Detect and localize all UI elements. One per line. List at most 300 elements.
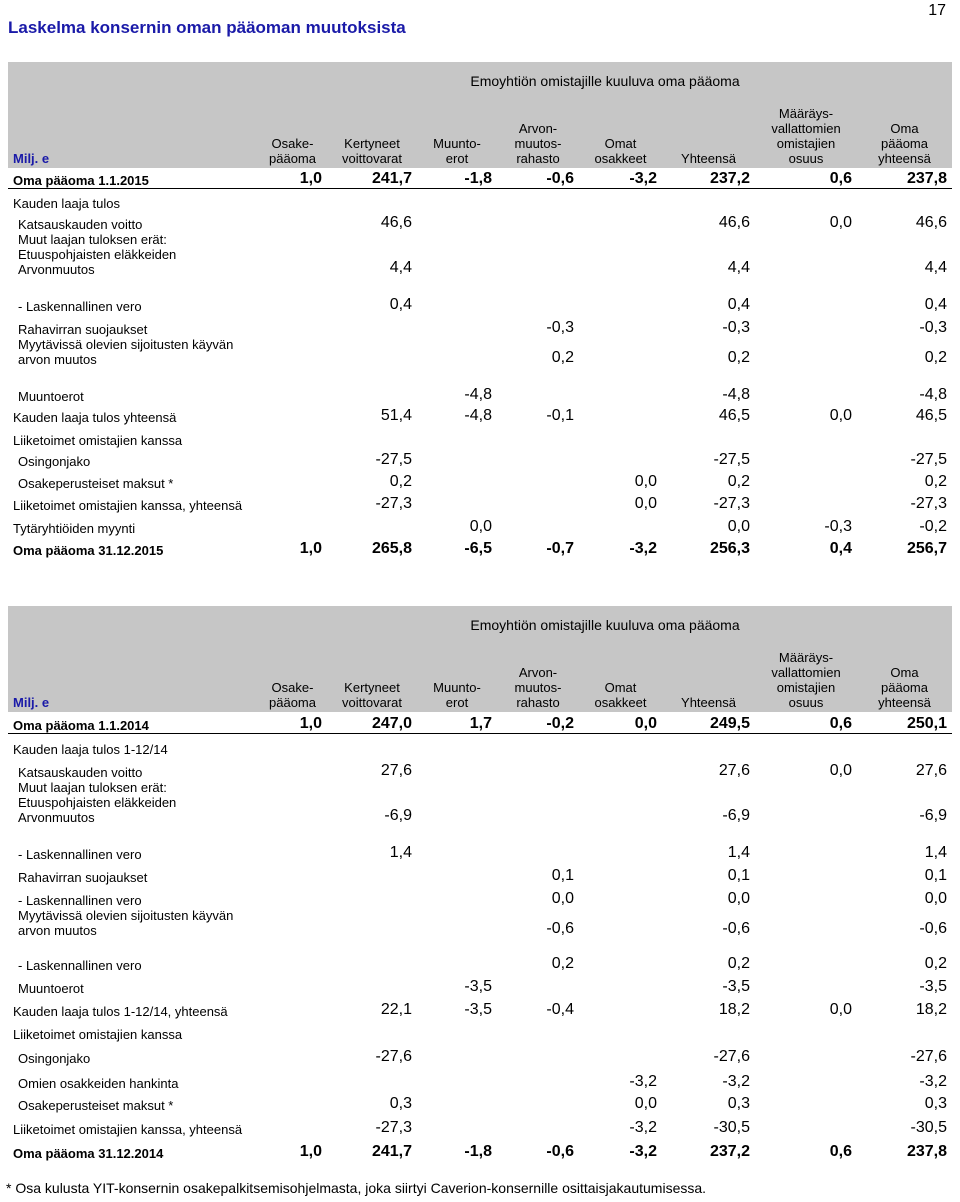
footnote: * Osa kulusta YIT-konsernin osakepalkitsemisohjelmasta, joka siirtyi Caverion-konsernille osittaisjakautumisessa. — [6, 1180, 707, 1196]
value-cell: 0,0 — [634, 473, 657, 490]
value-cell — [327, 938, 417, 973]
value-cell: 51,4 — [380, 407, 412, 424]
value-cell — [579, 277, 662, 314]
table-row — [8, 337, 952, 367]
value-cell: -3,5 — [464, 1001, 492, 1018]
value-cell: 249,5 — [709, 714, 750, 732]
value-cell — [579, 885, 662, 908]
value-cell — [327, 337, 417, 367]
value-cell: -27,3 — [375, 1119, 412, 1136]
value-cell: -27,5 — [713, 451, 750, 468]
value-cell: 1,4 — [924, 844, 947, 861]
row-label: Rahavirran suojaukset — [18, 870, 148, 885]
table-row — [8, 757, 952, 780]
value-cell — [497, 211, 579, 232]
row-label: Muut laajan tuloksen erät: Etuuspohjaisten eläkkeiden Arvonmuutos — [18, 232, 177, 277]
value-cell: -30,5 — [713, 1119, 750, 1136]
table-row — [8, 780, 952, 825]
value-cell — [258, 1091, 327, 1113]
value-cell — [258, 757, 327, 780]
row-label: Liiketoimet omistajien kanssa, yhteensä — [13, 498, 243, 513]
row-label: Osingonjako — [18, 454, 91, 469]
value-cell — [497, 1113, 579, 1137]
table-row — [8, 733, 952, 757]
value-cell — [258, 367, 327, 404]
value-cell — [417, 469, 497, 491]
value-cell: 0,0 — [829, 1001, 852, 1018]
value-cell — [857, 1019, 952, 1042]
table-row — [8, 448, 952, 469]
value-cell — [755, 367, 857, 404]
row-label: Osakeperusteiset maksut * — [18, 1098, 174, 1113]
value-cell — [755, 973, 857, 996]
value-cell — [417, 277, 497, 314]
value-cell: -0,2 — [919, 518, 947, 535]
column-header: Oma pääoma yhteensä — [857, 89, 952, 168]
value-cell — [755, 908, 857, 938]
value-cell: -0,6 — [546, 920, 574, 937]
value-cell — [755, 1042, 857, 1066]
row-label: Rahavirran suojaukset — [18, 322, 148, 337]
column-header-row — [8, 89, 952, 168]
value-cell: -0,3 — [722, 319, 750, 336]
table-row — [8, 908, 952, 938]
value-cell: 247,0 — [371, 714, 412, 732]
value-cell: -3,2 — [629, 169, 657, 187]
value-cell — [579, 211, 662, 232]
value-cell — [327, 908, 417, 938]
column-header-row — [8, 633, 952, 712]
value-cell: -0,4 — [546, 1001, 574, 1018]
value-cell — [579, 425, 662, 448]
value-cell — [417, 862, 497, 885]
value-cell — [755, 825, 857, 862]
row-label: Oma pääoma 31.12.2014 — [13, 1146, 164, 1161]
value-cell — [327, 367, 417, 404]
value-cell — [258, 314, 327, 337]
value-cell — [755, 491, 857, 513]
column-header: Kertyneet voittovarat — [327, 633, 417, 712]
row-label: - Laskennallinen vero — [18, 958, 142, 973]
value-cell: 0,6 — [829, 169, 852, 187]
row-label: Myytävissä olevien sijoitusten käyvän arvon muutos — [18, 337, 234, 367]
value-cell: -0,6 — [919, 920, 947, 937]
value-cell: 0,4 — [389, 296, 412, 313]
band-header-spacer — [8, 62, 258, 89]
value-cell: 0,2 — [727, 473, 750, 490]
value-cell — [755, 337, 857, 367]
value-cell: 0,3 — [389, 1095, 412, 1112]
value-cell — [258, 425, 327, 448]
value-cell: -1,8 — [464, 169, 492, 187]
row-label: Muut laajan tuloksen erät: Etuuspohjaisten eläkkeiden Arvonmuutos — [18, 780, 177, 825]
value-cell — [857, 188, 952, 211]
table-row — [8, 404, 952, 425]
value-cell — [579, 513, 662, 536]
value-cell — [258, 938, 327, 973]
value-cell — [417, 232, 497, 277]
value-cell: 27,6 — [718, 762, 750, 779]
value-cell: 27,6 — [380, 762, 412, 779]
value-cell — [258, 448, 327, 469]
unit-label: Milj. e — [8, 633, 258, 712]
value-cell: -0,3 — [919, 319, 947, 336]
value-cell: -0,3 — [546, 319, 574, 336]
value-cell — [497, 188, 579, 211]
value-cell — [497, 425, 579, 448]
value-cell — [579, 733, 662, 757]
value-cell: -3,2 — [919, 1073, 947, 1090]
value-cell — [497, 491, 579, 513]
value-cell — [579, 337, 662, 367]
value-cell — [258, 188, 327, 211]
table-row — [8, 712, 952, 733]
value-cell — [417, 1091, 497, 1113]
value-cell: 0,1 — [551, 867, 574, 884]
value-cell: 0,0 — [829, 762, 852, 779]
value-cell — [258, 469, 327, 491]
value-cell — [258, 825, 327, 862]
value-cell — [417, 188, 497, 211]
table-row — [8, 1113, 952, 1137]
value-cell: 4,4 — [389, 259, 412, 276]
column-header: Osake- pääoma — [258, 633, 327, 712]
value-cell — [497, 277, 579, 314]
value-cell: 0,6 — [829, 1143, 852, 1160]
value-cell — [579, 1042, 662, 1066]
equity-table-2014 — [8, 606, 952, 1161]
value-cell — [417, 314, 497, 337]
value-cell — [497, 448, 579, 469]
table-row — [8, 1137, 952, 1161]
value-cell — [579, 448, 662, 469]
value-cell — [417, 908, 497, 938]
value-cell: 0,2 — [924, 955, 947, 972]
table-row — [8, 996, 952, 1019]
table-row — [8, 314, 952, 337]
value-cell: -0,6 — [546, 169, 574, 187]
value-cell — [662, 188, 755, 211]
value-cell: -27,6 — [375, 1048, 412, 1065]
value-cell — [258, 996, 327, 1019]
row-label: Osingonjako — [18, 1051, 91, 1066]
column-header: Yhteensä — [662, 633, 755, 712]
row-label: Muuntoerot — [18, 981, 84, 996]
value-cell: 1,0 — [299, 169, 322, 187]
column-header: Omat osakkeet — [579, 89, 662, 168]
value-cell — [258, 491, 327, 513]
value-cell: -1,8 — [464, 1143, 492, 1160]
value-cell — [327, 862, 417, 885]
value-cell — [497, 1066, 579, 1091]
value-cell — [417, 938, 497, 973]
value-cell: -27,6 — [910, 1048, 947, 1065]
column-header: Määräys- vallattomien omistajien osuus — [755, 89, 857, 168]
value-cell: 0,0 — [727, 518, 750, 535]
value-cell — [258, 513, 327, 536]
value-cell — [327, 314, 417, 337]
value-cell: -3,2 — [629, 540, 657, 557]
value-cell: -6,9 — [384, 807, 412, 824]
table-row — [8, 491, 952, 513]
column-header: Yhteensä — [662, 89, 755, 168]
value-cell: 0,2 — [727, 349, 750, 366]
value-cell — [497, 469, 579, 491]
band-header: Emoyhtiön omistajille kuuluva oma pääoma — [258, 62, 952, 89]
value-cell — [755, 232, 857, 277]
value-cell: 46,6 — [915, 214, 947, 231]
value-cell — [579, 1019, 662, 1042]
row-label: Osakeperusteiset maksut * — [18, 476, 174, 491]
value-cell — [327, 513, 417, 536]
value-cell: 0,3 — [924, 1095, 947, 1112]
value-cell: 0,1 — [924, 867, 947, 884]
row-label: Liiketoimet omistajien kanssa — [13, 1027, 183, 1042]
table-row — [8, 469, 952, 491]
value-cell — [327, 973, 417, 996]
value-cell: -0,2 — [546, 714, 574, 732]
row-label: Kauden laaja tulos yhteensä — [13, 410, 177, 425]
value-cell — [258, 780, 327, 825]
equity-table-body — [8, 606, 952, 1161]
value-cell — [579, 825, 662, 862]
value-cell: 0,0 — [469, 518, 492, 535]
value-cell: 0,4 — [924, 296, 947, 313]
row-label: Katsauskauden voitto — [18, 217, 143, 232]
band-header-row — [8, 606, 952, 633]
value-cell: -3,5 — [722, 978, 750, 995]
value-cell: 4,4 — [727, 259, 750, 276]
column-header: Arvon- muutos- rahasto — [497, 633, 579, 712]
value-cell: -0,7 — [546, 540, 574, 557]
value-cell — [258, 908, 327, 938]
value-cell — [755, 1091, 857, 1113]
value-cell: -30,5 — [910, 1119, 947, 1136]
value-cell — [417, 1042, 497, 1066]
value-cell: -27,3 — [713, 495, 750, 512]
value-cell — [417, 733, 497, 757]
row-label: Kauden laaja tulos — [8, 188, 258, 211]
value-cell: 46,5 — [718, 407, 750, 424]
value-cell — [258, 733, 327, 757]
value-cell: 241,7 — [371, 1143, 412, 1160]
value-cell: 0,0 — [924, 890, 947, 907]
value-cell: 27,6 — [915, 762, 947, 779]
value-cell — [417, 448, 497, 469]
value-cell: 0,2 — [924, 349, 947, 366]
value-cell: -3,5 — [919, 978, 947, 995]
page-title: Laskelma konsernin oman pääoman muutoksista — [8, 18, 406, 37]
value-cell — [857, 425, 952, 448]
value-cell — [327, 1019, 417, 1042]
table-row — [8, 367, 952, 404]
value-cell — [417, 337, 497, 367]
value-cell: 22,1 — [380, 1001, 412, 1018]
value-cell: -0,1 — [546, 407, 574, 424]
value-cell — [417, 491, 497, 513]
value-cell — [579, 973, 662, 996]
value-cell — [755, 469, 857, 491]
value-cell: 0,0 — [634, 1095, 657, 1112]
table-row — [8, 1042, 952, 1066]
value-cell: 46,6 — [718, 214, 750, 231]
value-cell: 46,6 — [380, 214, 412, 231]
column-header: Oma pääoma yhteensä — [857, 633, 952, 712]
value-cell: 0,2 — [389, 473, 412, 490]
value-cell — [755, 885, 857, 908]
row-label: Oma pääoma 31.12.2015 — [13, 543, 164, 558]
equity-table-2015 — [8, 62, 952, 558]
value-cell: 237,8 — [906, 1143, 947, 1160]
value-cell — [417, 1019, 497, 1042]
value-cell: 1,4 — [727, 844, 750, 861]
value-cell — [755, 938, 857, 973]
value-cell: -4,8 — [919, 386, 947, 403]
value-cell: 256,3 — [709, 540, 750, 557]
value-cell — [579, 757, 662, 780]
value-cell: -0,6 — [722, 920, 750, 937]
value-cell: -27,5 — [910, 451, 947, 468]
column-header: Määräys- vallattomien omistajien osuus — [755, 633, 857, 712]
column-header: Muunto- erot — [417, 89, 497, 168]
value-cell — [258, 277, 327, 314]
value-cell — [417, 780, 497, 825]
value-cell — [497, 513, 579, 536]
value-cell — [579, 367, 662, 404]
value-cell: -6,9 — [722, 807, 750, 824]
value-cell — [258, 404, 327, 425]
value-cell — [579, 938, 662, 973]
table-row — [8, 536, 952, 558]
equity-table-body — [8, 62, 952, 558]
value-cell — [755, 448, 857, 469]
value-cell — [497, 757, 579, 780]
value-cell — [258, 862, 327, 885]
row-label: Myytävissä olevien sijoitusten käyvän arvon muutos — [18, 908, 234, 938]
table-row — [8, 188, 952, 211]
value-cell — [497, 232, 579, 277]
value-cell — [327, 425, 417, 448]
value-cell — [755, 314, 857, 337]
value-cell: -3,2 — [722, 1073, 750, 1090]
band-header-spacer — [8, 606, 258, 633]
value-cell: 241,7 — [371, 169, 412, 187]
value-cell: 237,2 — [709, 169, 750, 187]
band-header: Emoyhtiön omistajille kuuluva oma pääoma — [258, 606, 952, 633]
value-cell: 0,2 — [727, 955, 750, 972]
value-cell — [755, 780, 857, 825]
table-row — [8, 168, 952, 188]
value-cell: -0,3 — [824, 518, 852, 535]
table-row — [8, 513, 952, 536]
value-cell: 0,1 — [727, 867, 750, 884]
value-cell — [497, 1042, 579, 1066]
row-label: Kauden laaja tulos 1-12/14 — [8, 733, 258, 757]
column-header: Osake- pääoma — [258, 89, 327, 168]
value-cell: -6,9 — [919, 807, 947, 824]
row-label: Oma pääoma 1.1.2015 — [13, 172, 149, 188]
value-cell — [662, 425, 755, 448]
table-row — [8, 211, 952, 232]
table-row — [8, 1066, 952, 1091]
value-cell — [755, 425, 857, 448]
value-cell — [417, 1066, 497, 1091]
value-cell — [258, 1042, 327, 1066]
value-cell: -0,6 — [546, 1143, 574, 1160]
value-cell: 0,2 — [551, 349, 574, 366]
row-label: Omien osakkeiden hankinta — [18, 1076, 179, 1091]
value-cell: -27,5 — [375, 451, 412, 468]
table-row — [8, 938, 952, 973]
value-cell: -3,2 — [629, 1073, 657, 1090]
value-cell: -27,3 — [375, 495, 412, 512]
value-cell — [755, 862, 857, 885]
value-cell: 0,0 — [634, 495, 657, 512]
row-label: Liiketoimet omistajien kanssa — [13, 433, 183, 448]
value-cell — [579, 908, 662, 938]
value-cell — [662, 733, 755, 757]
value-cell: 0,2 — [924, 473, 947, 490]
table-row — [8, 885, 952, 908]
row-label: - Laskennallinen vero — [18, 893, 142, 908]
value-cell: 265,8 — [371, 540, 412, 557]
value-cell — [755, 733, 857, 757]
table-row — [8, 1019, 952, 1042]
value-cell: -27,6 — [713, 1048, 750, 1065]
value-cell — [417, 211, 497, 232]
value-cell: 237,2 — [709, 1143, 750, 1160]
value-cell — [258, 1066, 327, 1091]
value-cell: 4,4 — [924, 259, 947, 276]
value-cell — [327, 885, 417, 908]
page-number: 17 — [928, 2, 946, 19]
value-cell — [755, 1113, 857, 1137]
value-cell — [497, 367, 579, 404]
row-label: Kauden laaja tulos 1-12/14, yhteensä — [13, 1004, 228, 1019]
value-cell — [497, 825, 579, 862]
value-cell — [497, 733, 579, 757]
value-cell — [662, 1019, 755, 1042]
value-cell — [497, 973, 579, 996]
row-label: Muuntoerot — [18, 389, 84, 404]
value-cell: 0,3 — [727, 1095, 750, 1112]
value-cell — [755, 1066, 857, 1091]
value-cell: 1,0 — [299, 714, 322, 732]
value-cell: 18,2 — [718, 1001, 750, 1018]
value-cell: 46,5 — [915, 407, 947, 424]
value-cell: -4,8 — [464, 386, 492, 403]
band-header-row — [8, 62, 952, 89]
row-label: - Laskennallinen vero — [18, 847, 142, 862]
value-cell — [417, 425, 497, 448]
value-cell: 256,7 — [906, 540, 947, 557]
value-cell: -3,2 — [629, 1143, 657, 1160]
value-cell — [327, 733, 417, 757]
table-row — [8, 825, 952, 862]
value-cell — [327, 1066, 417, 1091]
value-cell — [579, 314, 662, 337]
row-label: Tytäryhtiöiden myynti — [13, 521, 136, 536]
value-cell: 0,6 — [829, 714, 852, 732]
value-cell: 0,0 — [551, 890, 574, 907]
value-cell — [755, 277, 857, 314]
value-cell — [417, 825, 497, 862]
value-cell — [258, 232, 327, 277]
value-cell — [755, 1019, 857, 1042]
column-header: Omat osakkeet — [579, 633, 662, 712]
value-cell: 0,4 — [727, 296, 750, 313]
value-cell — [417, 885, 497, 908]
